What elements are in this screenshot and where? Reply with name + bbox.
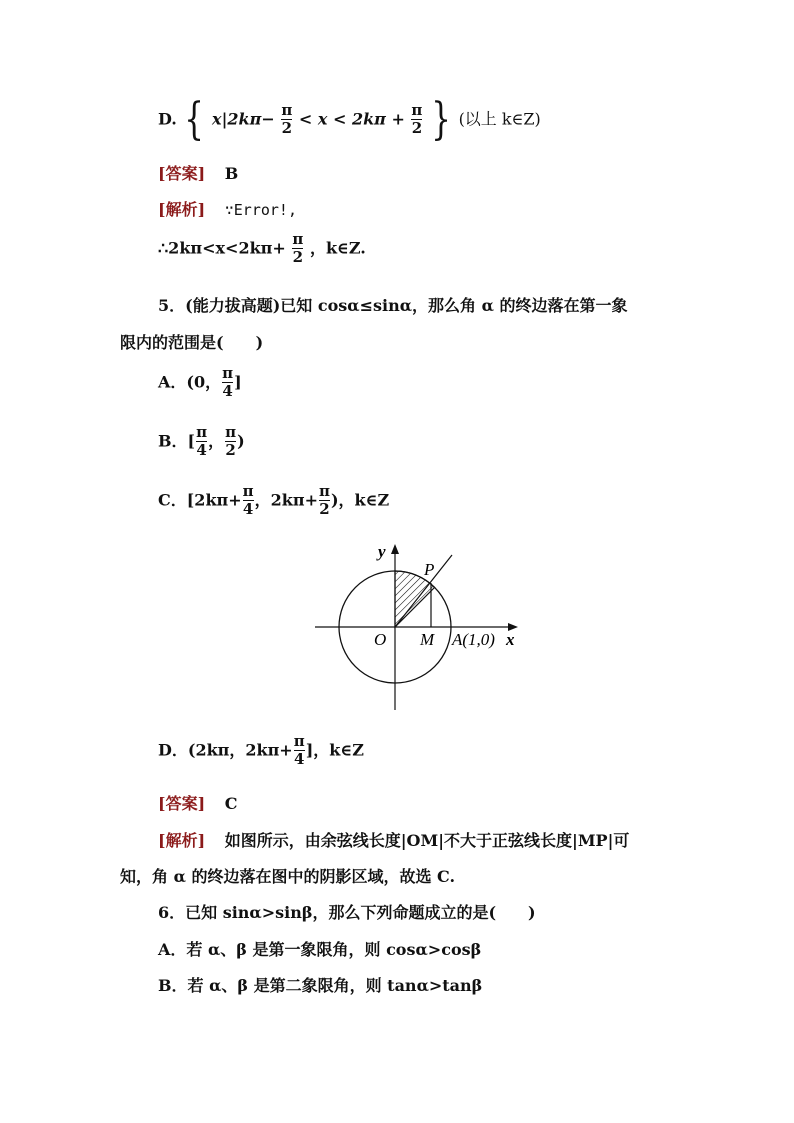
fraction: $\frac{\pi}{4}$: [293, 732, 305, 768]
answer-line: [158, 791, 237, 814]
right-brace: }: [431, 94, 451, 145]
m-label: M: [420, 630, 435, 649]
x-label: x: [506, 630, 515, 649]
option-d-prev: [158, 94, 541, 145]
fraction: $\frac{\pi}{2}$: [318, 482, 330, 518]
y-axis-arrow: [391, 544, 399, 554]
set-expression: < x < 2kπ +: [298, 109, 405, 129]
analysis-tag: [解析]: [158, 200, 206, 219]
p-label: P: [424, 560, 435, 579]
option-d: D．(2kπ，2kπ+ $\frac{\pi}{4}$ ]，k∈Z: [158, 732, 364, 768]
y-label: y: [378, 542, 386, 561]
fraction: $\frac{\pi}{2}$: [411, 101, 423, 137]
fraction: $\frac{\pi}{2}$: [292, 230, 304, 266]
a-label: A(1,0): [452, 630, 495, 649]
answer-tag: [答案]: [158, 794, 206, 813]
fraction: $\frac{\pi}{2}$: [225, 423, 237, 459]
fraction: $\frac{\pi}{4}$: [222, 364, 234, 400]
origin-label: O: [374, 630, 387, 649]
analysis-text: ∵Error!,: [224, 201, 297, 219]
question-5-line1: 5．(能力拔高题)已知 cosα≤sinα，那么角 α 的终边落在第一象: [158, 296, 628, 315]
analysis-line: [158, 197, 297, 220]
analysis-tag: [解析]: [158, 831, 206, 850]
left-brace: {: [184, 94, 205, 145]
answer-value: C: [224, 794, 238, 813]
option-c: C．[2kπ+ $\frac{\pi}{4}$ ，2kπ+ $\frac{\pi}{2}$ )，k∈Z: [158, 482, 390, 518]
unit-circle-figure: [300, 535, 540, 715]
option-a: A．(0， $\frac{\pi}{4}$ ]: [158, 364, 242, 400]
inequality-tail: ，k∈Z.: [309, 238, 366, 258]
option-b: B．[ $\frac{\pi}{4}$ ， $\frac{\pi}{2}$ ): [158, 423, 245, 459]
option-label: D.: [158, 109, 177, 129]
question-5-line2: 限内的范围是( ): [120, 333, 264, 352]
question-6-option-a: A．若 α、β 是第一象限角，则 cosα>cosβ: [158, 940, 482, 959]
inequality: ∴2kπ<x<2kπ+: [158, 238, 286, 258]
set-expression: x|2kπ−: [212, 109, 275, 129]
fraction: $\frac{\pi}{2}$: [281, 101, 293, 137]
question-6: 6．已知 sinα>sinβ，那么下列命题成立的是( ): [158, 903, 536, 922]
fraction: $\frac{\pi}{4}$: [242, 482, 254, 518]
question-6-option-b: B．若 α、β 是第二象限角，则 tanα>tanβ: [158, 976, 483, 995]
analysis-conclusion: [158, 232, 366, 266]
answer-value: B: [224, 164, 239, 183]
analysis-text: 如图所示，由余弦线长度|OM|不大于正弦线长度|MP|可: [224, 831, 630, 850]
range-note: (以上 k∈Z): [458, 109, 541, 129]
answer-tag: [答案]: [158, 164, 206, 183]
fraction: $\frac{\pi}{4}$: [196, 423, 208, 459]
analysis-line: [158, 828, 629, 851]
analysis-text-cont: 知，角 α 的终边落在图中的阴影区域，故选 C.: [120, 867, 456, 886]
answer-line: [158, 161, 238, 184]
